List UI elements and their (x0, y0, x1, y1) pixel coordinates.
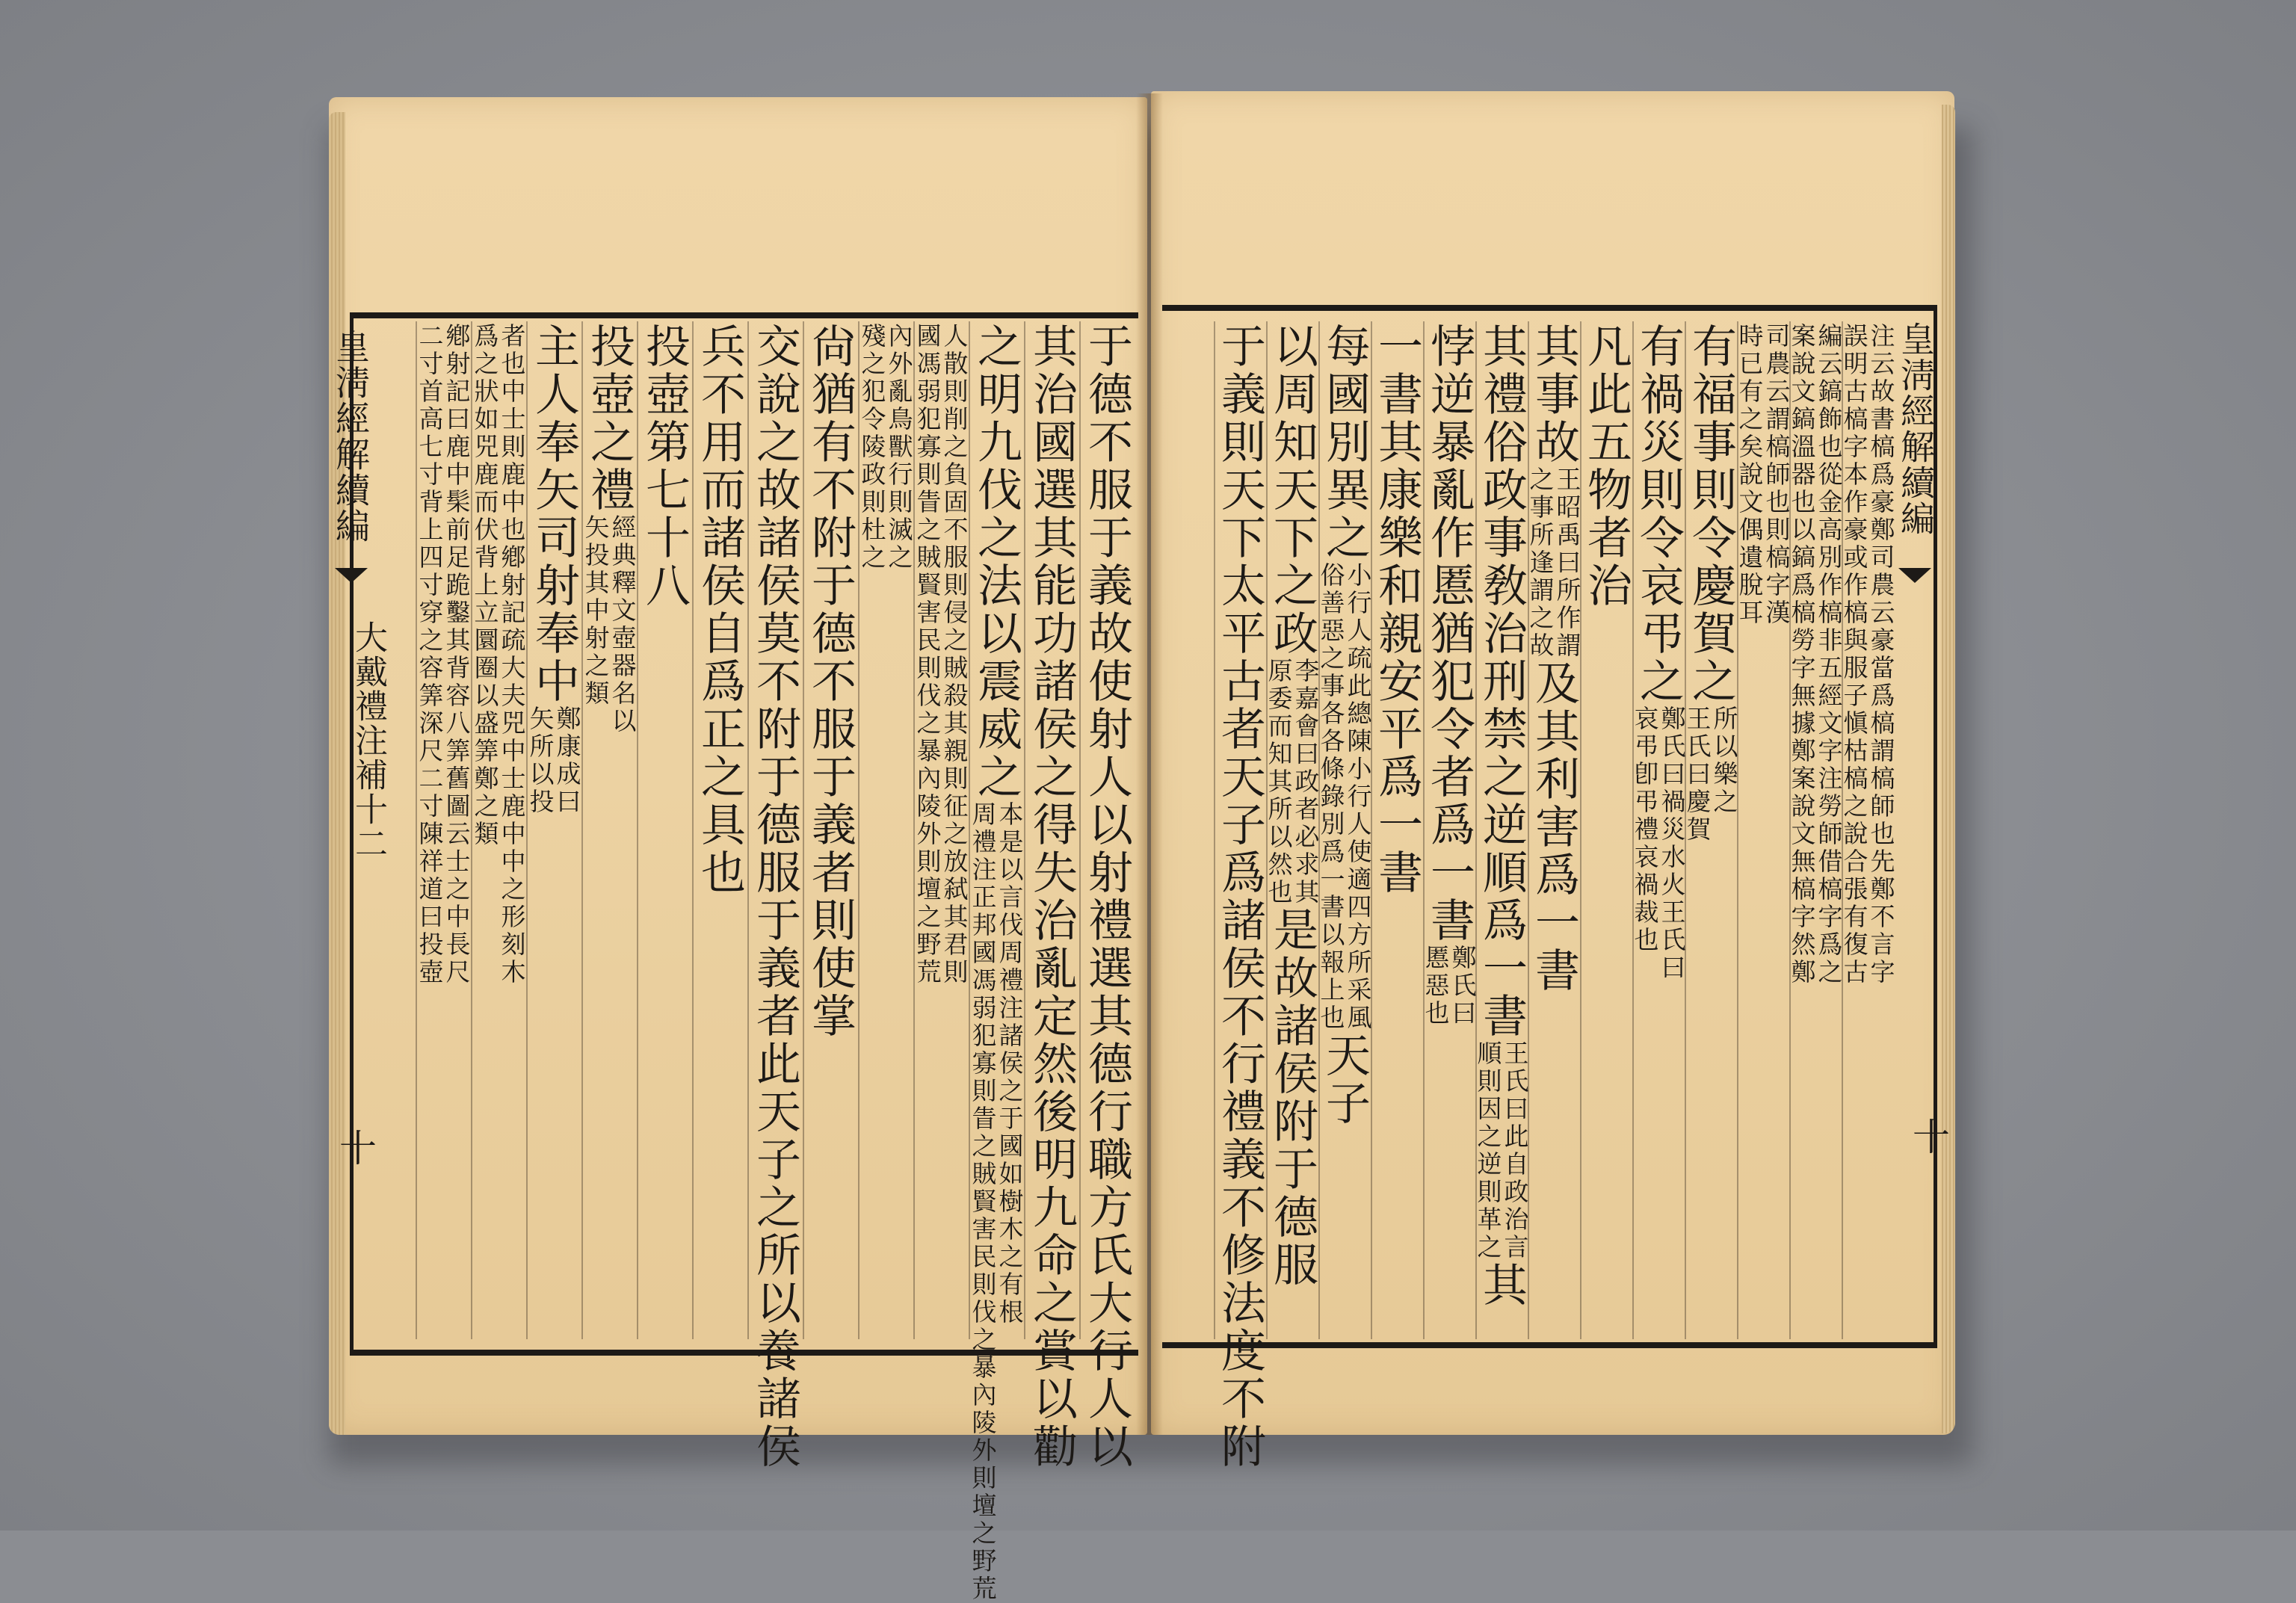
main-text: 悖逆暴亂作慝猶犯令者爲一書 (1423, 323, 1475, 945)
text-column (694, 323, 746, 1339)
text-column (1025, 323, 1078, 1471)
commentary-line: 李嘉會曰政者必求其 (1291, 658, 1321, 906)
main-text: 于義則天下太平古者天子爲諸侯不行禮義不修法度不附 (1214, 323, 1266, 1471)
left-margin-title: 皇淸經解續編 (330, 329, 371, 544)
commentary-line: 編云鎬飾也從金高別作槁非五經文字注勞師借槁字爲之 (1814, 323, 1844, 986)
commentary-line: 誤明古槁字本作豪或作槁與服子愼枯槁之說合張有復古 (1839, 323, 1869, 986)
fishtail-mark (335, 568, 368, 583)
main-text: 投壺第七十八 (638, 323, 691, 610)
main-text: 投壺之禮 (583, 323, 635, 514)
interlinear-commentary (1735, 323, 1792, 627)
commentary-line: 經典釋文壺器名以 (608, 514, 638, 735)
commentary-line: 王昭禹曰所作謂 (1552, 466, 1582, 660)
text-column (1630, 323, 1687, 1339)
interlinear-commentary (581, 514, 638, 735)
interlinear-commentary (1473, 1040, 1530, 1261)
commentary-line: 慝惡也 (1421, 945, 1451, 1028)
fishtail-mark (1898, 568, 1931, 583)
commentary-line: 哀弔卽弔禮哀禍裁也 (1630, 705, 1660, 954)
main-text: 其禮俗政事敎治刑禁之逆順爲一書 (1475, 323, 1528, 1040)
text-column (1839, 323, 1896, 1339)
commentary-line: 鄕射記曰鹿中髤前足跪鑿其背容八筭舊圖云士之中長尺 (442, 323, 472, 986)
right-page-edges (1942, 105, 1955, 1433)
text-column (1081, 323, 1133, 1471)
text-column (1316, 323, 1373, 1339)
text-column (1473, 323, 1530, 1339)
commentary-line: 原委而知其所以然也 (1264, 658, 1294, 906)
interlinear-commentary (857, 323, 914, 572)
commentary-line: 內外亂鳥獸行則滅之 (884, 323, 914, 572)
main-text: 其事故 (1528, 323, 1580, 466)
interlinear-commentary (1630, 705, 1687, 982)
text-column (1421, 323, 1478, 1339)
interlinear-commentary (525, 705, 582, 816)
main-text: 凡此五物者治 (1580, 323, 1632, 610)
interlinear-commentary (1525, 466, 1582, 660)
commentary-line: 人散則削之負固不服則侵之賊殺其親則征之放弑其君則 (939, 323, 969, 986)
commentary-line: 順則因之逆則革之 (1473, 1040, 1503, 1261)
commentary-line: 所以樂之 (1709, 705, 1739, 816)
interlinear-commentary (470, 323, 527, 986)
commentary-line: 鄭氏曰禍災水火王氏曰 (1657, 705, 1687, 982)
main-text: 主人奉矢司射奉中 (528, 323, 580, 705)
main-text: 交說之故諸侯莫不附于德服于義者此天子之所以養諸侯 (749, 323, 801, 1471)
right-margin-leaf-number: 十 (1907, 1117, 1950, 1156)
text-column (470, 323, 527, 1339)
text-column (525, 323, 582, 1339)
text-column (581, 323, 638, 1339)
commentary-line: 王氏曰慶賀 (1682, 705, 1712, 844)
interlinear-commentary (1787, 323, 1844, 986)
text-column (415, 323, 472, 1339)
commentary-line: 周禮注正邦國馮弱犯寡則眚之賊賢害民則伐之暴內陵外則壇之野荒 (968, 801, 998, 1603)
main-text: 一書其康樂和親安平爲一書 (1371, 323, 1423, 897)
interlinear-commentary (1839, 323, 1896, 986)
commentary-line: 矢投其中射之類 (581, 514, 611, 708)
interlinear-commentary (415, 323, 472, 986)
commentary-line: 司農云謂槁師也則槁字漢 (1762, 323, 1792, 627)
commentary-line: 二寸首高七寸背上四寸穿之容筭深尺二寸陳祥道曰投壺 (415, 323, 445, 986)
left-margin-leaf-number: 十 (333, 1128, 377, 1167)
main-text: 其治國選其能功諸侯之得失治亂定然後明九命之賞以勸 (1025, 323, 1078, 1471)
main-text: 于德不服于義故使射人以射禮選其德行職方氏大行人以 (1081, 323, 1133, 1471)
main-text: 是故諸侯附于德服 (1266, 906, 1318, 1289)
commentary-line: 案說文鎬溫器也以鎬爲槁勞字無據鄭案說文無槁字然鄭 (1787, 323, 1817, 986)
commentary-line: 本是以言伐周禮注諸侯之于國如樹木之有根 (995, 801, 1025, 1326)
text-column (1371, 323, 1423, 1339)
main-text: 尙猶有不附于德不服于義者則使掌 (804, 323, 857, 1040)
interlinear-commentary (1316, 562, 1373, 1032)
interlinear-commentary (913, 323, 969, 986)
main-text: 有禍災則令哀弔之 (1632, 323, 1685, 705)
text-column (1264, 323, 1321, 1339)
right-margin-title: 皇淸經解續編 (1895, 321, 1936, 537)
text-column (804, 323, 857, 1339)
left-page-edges (329, 112, 345, 1435)
text-column (1735, 323, 1792, 1339)
main-text: 兵不用而諸侯自爲正之具也 (694, 323, 746, 897)
main-text: 天子 (1318, 1032, 1371, 1128)
text-column (1525, 323, 1582, 1339)
text-column (749, 323, 801, 1471)
commentary-line: 鄭康成曰 (552, 705, 582, 816)
commentary-line: 爲之狀如兕鹿而伏背上立圜圈以盛筭鄭之類 (470, 323, 500, 848)
commentary-line: 俗善惡之事各各條錄別爲一書以報上也 (1316, 562, 1346, 1032)
commentary-line: 小行人疏此總陳小行人使適四方所采風 (1343, 562, 1373, 1032)
main-text: 有福事則令慶賀之 (1685, 323, 1737, 705)
interlinear-commentary (968, 801, 1025, 1603)
text-column (1787, 323, 1844, 1339)
interlinear-commentary (1421, 945, 1478, 1028)
main-text: 及其利害爲一書 (1528, 660, 1580, 995)
text-column (1682, 323, 1739, 1339)
text-column (913, 323, 969, 1339)
commentary-line: 王氏曰此自政治言 (1500, 1040, 1530, 1261)
commentary-line: 注云故書槁爲豪鄭司農云豪當爲槁謂槁師也先鄭不言字 (1866, 323, 1896, 986)
interlinear-commentary (1682, 705, 1739, 844)
text-column (968, 323, 1025, 1603)
commentary-line: 時已有之矣說文偶遺脫耳 (1735, 323, 1765, 627)
commentary-line: 矢所以投 (525, 705, 555, 816)
text-column (857, 323, 914, 1339)
main-text: 每國別異之 (1318, 323, 1371, 562)
left-margin-subtitle: 大戴禮注補十二 (349, 620, 387, 861)
text-column (1214, 323, 1266, 1471)
text-column (638, 323, 691, 1339)
commentary-line: 鄭氏曰 (1448, 945, 1478, 1028)
main-text: 其 (1475, 1261, 1528, 1309)
main-text: 以周知天下之政 (1266, 323, 1318, 658)
commentary-line: 國馮弱犯寡則眚之賊賢害民則伐之暴內陵外則壇之野荒 (913, 323, 942, 986)
text-column (1580, 323, 1632, 1339)
interlinear-commentary (1264, 658, 1321, 906)
commentary-line: 之事所逢謂之故 (1525, 466, 1555, 660)
book-gutter (1136, 93, 1163, 1435)
commentary-line: 者也中士則鹿中也鄕射記疏大夫兕中士鹿中中之形刻木 (497, 323, 527, 986)
main-text: 之明九伐之法以震威之 (970, 323, 1022, 801)
commentary-line: 殘之犯令陵政則杜之 (857, 323, 887, 572)
